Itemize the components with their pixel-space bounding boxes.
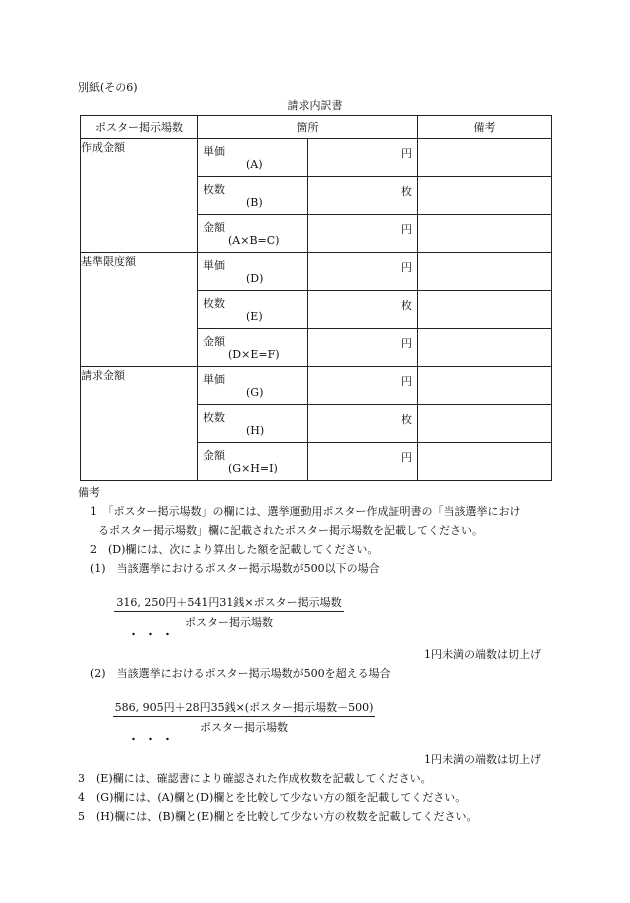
item-code: (G)	[246, 386, 264, 399]
item-cell	[198, 405, 308, 443]
value-cell[interactable]	[308, 405, 418, 443]
item-label: 枚数	[203, 411, 225, 424]
header-poster-sites: ポスター掲示場数	[81, 116, 198, 139]
item-label: 単価	[203, 373, 225, 386]
item-cell	[198, 253, 308, 291]
annex-label: 別紙(その6)	[78, 81, 138, 94]
remarks-cell[interactable]	[418, 405, 552, 443]
value-cell[interactable]	[308, 253, 418, 291]
item-label: 単価	[203, 145, 225, 158]
formula-1-denominator: ポスター掲示場数	[185, 616, 273, 629]
table-row	[81, 253, 552, 291]
formula-2-denominator: ポスター掲示場数	[200, 721, 288, 734]
item-label: 金額	[203, 335, 225, 348]
table-row	[81, 367, 552, 405]
value-cell[interactable]	[308, 139, 418, 177]
item-cell	[198, 177, 308, 215]
item-label: 枚数	[203, 297, 225, 310]
item-label: 金額	[203, 449, 225, 462]
formula-2-numerator: 586, 905円＋28円35銭×(ポスター掲示場数－500)	[113, 699, 376, 717]
header-remarks: 備考	[418, 116, 552, 139]
note-case-2: (2) 当該選挙におけるポスター掲示場数が500を超える場合	[90, 667, 391, 680]
value-cell[interactable]	[308, 291, 418, 329]
category-claim-amount: 請求金額	[81, 367, 198, 481]
item-code: (D×E=F)	[228, 348, 280, 361]
unit-label: 円	[401, 223, 412, 236]
formula-1	[110, 594, 348, 630]
remarks-cell[interactable]	[418, 253, 552, 291]
table-header-row	[81, 116, 552, 139]
unit-label: 枚	[401, 185, 412, 198]
unit-label: 円	[401, 337, 412, 350]
remarks-cell[interactable]	[418, 367, 552, 405]
ellipsis-2: ・・・	[128, 733, 179, 746]
category-standard-limit: 基準限度額	[81, 253, 198, 367]
item-label: 枚数	[203, 183, 225, 196]
rounding-note-1: 1円未満の端数は切上げ	[424, 648, 541, 661]
value-cell[interactable]	[308, 367, 418, 405]
item-cell	[198, 367, 308, 405]
header-locations: 箇所	[198, 116, 418, 139]
category-creation-amount: 作成金額	[81, 139, 198, 253]
item-code: (H)	[246, 424, 265, 437]
ellipsis-1: ・・・	[128, 628, 179, 641]
item-cell	[198, 329, 308, 367]
table-title: 請求内訳書	[287, 99, 343, 112]
unit-label: 円	[401, 261, 412, 274]
remarks-cell[interactable]	[418, 291, 552, 329]
item-cell	[198, 139, 308, 177]
item-cell	[198, 215, 308, 253]
item-cell	[198, 291, 308, 329]
remarks-cell[interactable]	[418, 177, 552, 215]
note-5: 5 (H)欄には、(B)欄と(E)欄とを比較して少ない方の枚数を記載してください。	[78, 810, 478, 823]
note-2: 2 (D)欄には、次により算出した額を記載してください。	[90, 543, 379, 556]
note-4: 4 (G)欄には、(A)欄と(D)欄とを比較して少ない方の額を記載してください。	[78, 791, 467, 804]
unit-label: 枚	[401, 299, 412, 312]
invoice-breakdown-table	[80, 115, 552, 481]
unit-label: 円	[401, 451, 412, 464]
unit-label: 円	[401, 147, 412, 160]
table-row	[81, 139, 552, 177]
item-label: 金額	[203, 221, 225, 234]
note-3: 3 (E)欄には、確認書により確認された作成枚数を記載してください。	[78, 772, 432, 785]
value-cell[interactable]	[308, 443, 418, 481]
value-cell[interactable]	[308, 177, 418, 215]
item-code: (B)	[246, 196, 263, 209]
note-case-1: (1) 当該選挙におけるポスター掲示場数が500以下の場合	[90, 562, 380, 575]
note-1-line-2: るポスター掲示場数」欄に記載されたポスター掲示場数を記載してください。	[98, 524, 483, 537]
item-label: 単価	[203, 259, 225, 272]
note-1-line-1: 1 「ポスター掲示場数」の欄には、選挙運動用ポスター作成証明書の「当該選挙におけ	[90, 505, 521, 518]
remarks-cell[interactable]	[418, 139, 552, 177]
rounding-note-2: 1円未満の端数は切上げ	[424, 753, 541, 766]
formula-2	[110, 699, 378, 735]
value-cell[interactable]	[308, 329, 418, 367]
item-cell	[198, 443, 308, 481]
unit-label: 円	[401, 375, 412, 388]
notes-heading: 備考	[78, 486, 100, 499]
remarks-cell[interactable]	[418, 329, 552, 367]
unit-label: 枚	[401, 413, 412, 426]
item-code: (E)	[246, 310, 263, 323]
item-code: (A)	[246, 158, 263, 171]
value-cell[interactable]	[308, 215, 418, 253]
item-code: (D)	[246, 272, 264, 285]
item-code: (A×B=C)	[228, 234, 280, 247]
remarks-cell[interactable]	[418, 215, 552, 253]
formula-1-numerator: 316, 250円＋541円31銭×ポスター掲示場数	[114, 594, 343, 612]
item-code: (G×H=I)	[228, 462, 278, 475]
remarks-cell[interactable]	[418, 443, 552, 481]
